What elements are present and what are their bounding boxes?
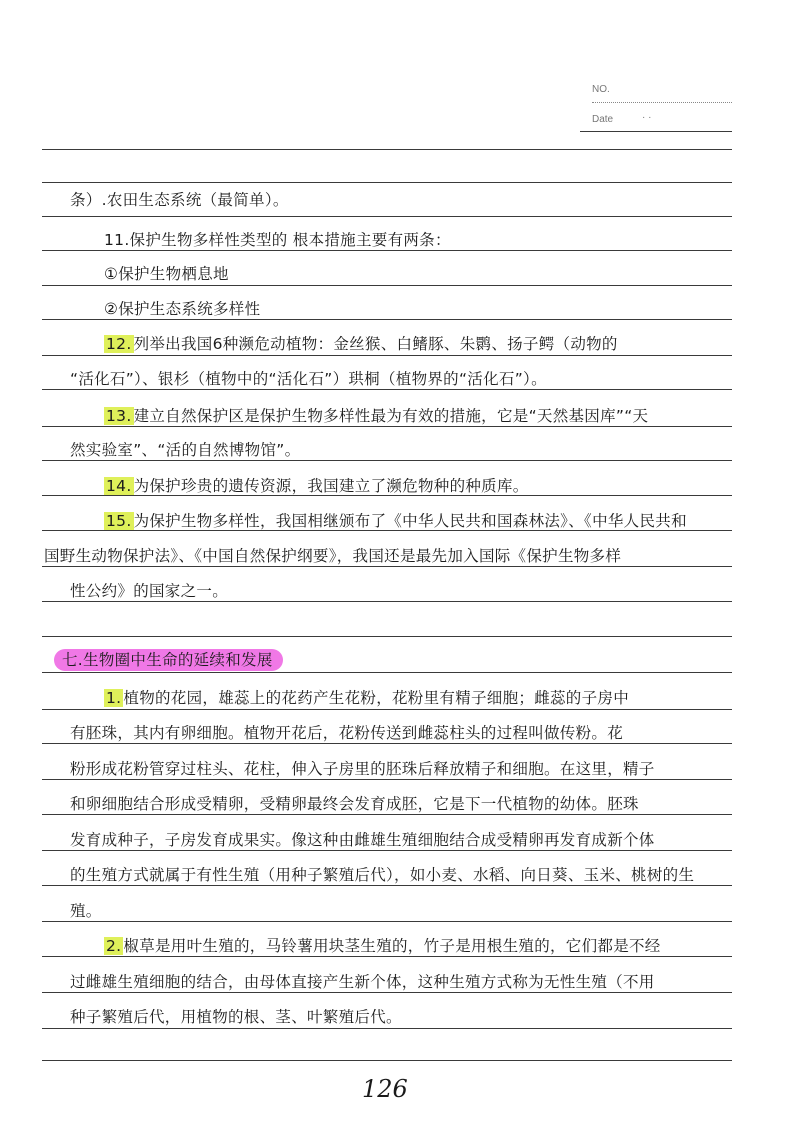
section-item-1 xyxy=(104,686,629,708)
ruled-line xyxy=(42,743,732,744)
section-number-1: 1. xyxy=(106,689,122,707)
text-line: “活化石”）、银杉（植物中的“活化石”）珙桐（植物界的“活化石”）。 xyxy=(70,370,547,388)
text-line: 发育成种子，子房发育成果实。像这种由雌雄生殖细胞结合成受精卵再发育成新个体 xyxy=(70,831,655,849)
date-label: Date xyxy=(592,114,614,125)
text-line: 过雌雄生殖细胞的结合，由母体直接产生新个体，这种生殖方式称为无性生殖（不用 xyxy=(70,973,655,991)
section-title-highlight: 七.生物圈中生命的延续和发展 xyxy=(54,649,283,671)
header-rule xyxy=(580,131,732,132)
ruled-line xyxy=(42,850,732,851)
text-line: 种子繁殖后代，用植物的根、茎、叶繁殖后代。 xyxy=(70,1008,402,1026)
section-item-1-text: 植物的花园，雄蕊上的花药产生花粉，花粉里有精子细胞；雌蕊的子房中 xyxy=(123,689,629,707)
text-line: ①保护生物栖息地 xyxy=(104,265,229,283)
date-dots: · · xyxy=(642,112,652,123)
text-line: 殖。 xyxy=(70,902,102,920)
ruled-line xyxy=(42,426,732,427)
no-dotted-line xyxy=(592,102,732,103)
text-line: 然实验室”、“活的自然博物馆”。 xyxy=(70,441,301,459)
section-item-2-text: 椒草是用叶生殖的，马铃薯用块茎生殖的，竹子是用根生殖的，它们都是不经 xyxy=(123,937,661,955)
ruled-line xyxy=(42,389,732,390)
ruled-line xyxy=(42,672,732,673)
section-heading xyxy=(54,648,283,670)
item-12 xyxy=(104,332,618,354)
ruled-line xyxy=(42,285,732,286)
ruled-line xyxy=(42,709,732,710)
ruled-line xyxy=(42,779,732,780)
ruled-line xyxy=(42,149,732,150)
ruled-line xyxy=(42,250,732,251)
ruled-line xyxy=(42,601,732,602)
ruled-line xyxy=(42,355,732,356)
item-number-13: 13. xyxy=(106,407,132,425)
item-15-text: 为保护生物多样性，我国相继颁布了《中华人民共和国森林法》、《中华人民共和 xyxy=(133,512,687,530)
text-line: 和卵细胞结合形成受精卵，受精卵最终会发育成胚，它是下一代植物的幼体。胚珠 xyxy=(70,795,639,813)
no-label: NO. xyxy=(592,84,610,95)
text-line: 条）.农田生态系统（最简单）。 xyxy=(70,191,289,209)
item-13-text: 建立自然保护区是保护生物多样性最为有效的措施，它是“天然基因库”“天 xyxy=(133,407,649,425)
section-item-2 xyxy=(104,934,661,956)
text-line: 11.保护生物多样性类型的 根本措施主要有两条： xyxy=(104,231,451,249)
ruled-line xyxy=(42,956,732,957)
ruled-line xyxy=(42,921,732,922)
item-number-14: 14. xyxy=(106,477,132,495)
ruled-line xyxy=(42,992,732,993)
ruled-line xyxy=(42,460,732,461)
ruled-line xyxy=(42,1028,732,1029)
ruled-line xyxy=(42,636,732,637)
text-line: 有胚珠，其内有卵细胞。植物开花后，花粉传送到雌蕊柱头的过程叫做传粉。花 xyxy=(70,724,624,742)
item-number-12: 12. xyxy=(106,335,132,353)
section-number-2: 2. xyxy=(106,937,122,955)
ruled-line xyxy=(42,885,732,886)
item-12-text: 列举出我国6种濒危动植物：金丝猴、白鳍豚、朱鹮、扬子鳄（动物的 xyxy=(133,335,618,353)
text-line: 国野生动物保护法》、《中国自然保护纲要》，我国还是最先加入国际《保护生物多样 xyxy=(44,547,622,565)
page-number: 126 xyxy=(362,1075,408,1103)
text-line: 的生殖方式就属于有性生殖（用种子繁殖后代），如小麦、水稻、向日葵、玉米、桃树的生 xyxy=(70,866,695,884)
ruled-line xyxy=(42,319,732,320)
ruled-line xyxy=(42,1060,732,1061)
item-number-15: 15. xyxy=(106,512,132,530)
text-line: 粉形成花粉管穿过柱头、花柱，伸入子房里的胚珠后释放精子和细胞。在这里，精子 xyxy=(70,760,655,778)
ruled-line xyxy=(42,566,732,567)
ruled-line xyxy=(42,216,732,217)
item-15 xyxy=(104,509,687,531)
item-14 xyxy=(104,474,529,496)
text-line: ②保护生态系统多样性 xyxy=(104,300,261,318)
text-line: 性公约》的国家之一。 xyxy=(70,582,229,600)
ruled-line xyxy=(42,814,732,815)
item-13 xyxy=(104,404,648,426)
ruled-line xyxy=(42,182,732,183)
item-14-text: 为保护珍贵的遗传资源，我国建立了濒危物种的种质库。 xyxy=(133,477,529,495)
